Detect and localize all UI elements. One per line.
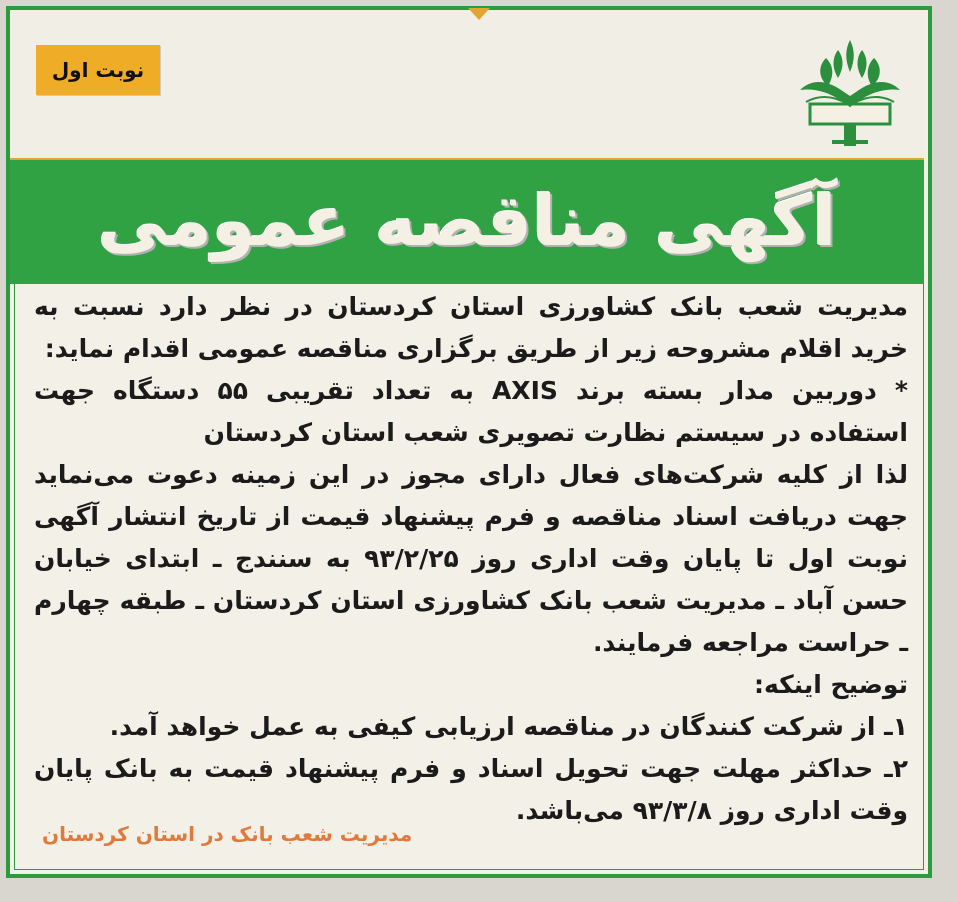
announcement-body (34, 286, 908, 832)
title-banner (10, 158, 924, 284)
bank-logo-icon (790, 32, 910, 152)
body-paragraph: * دوربین مدار بسته برند AXIS به تعداد تقریبی ۵۵ دستگاه جهت استفاده در سیستم نظارت تصویری شعب استان کردستان (34, 376, 908, 447)
body-paragraph: ۱ـ از شرکت کنندگان در مناقصه ارزیابی کیفی به عمل خواهد آمد. (109, 712, 908, 741)
body-paragraph: مدیریت شعب بانک کشاورزی استان کردستان در نظر دارد نسبت به خرید اقلام مشروحه زیر از طریق برگزاری مناقصه عمومی اقدام نماید: (34, 292, 908, 363)
bank-logo (790, 32, 910, 152)
publication-badge: نوبت اول (36, 45, 160, 95)
body-paragraph: لذا از کلیه شرکت‌های فعال دارای مجوز در این زمینه دعوت می‌نماید جهت دریافت اسناد مناقصه و فرم پیشنهاد قیمت از تاریخ انتشار آگهی نوبت اول تا پایان وقت اداری روز ۹۳/۲/۲۵ به سنندج ـ ابتدای خیابان حسن آباد ـ مدیریت شعب بانک کشاورزی استان کردستان ـ طبقه چهارم ـ حراست مراجعه فرمایند. (34, 460, 908, 657)
body-paragraph: ۲ـ حداکثر مهلت جهت تحویل اسناد و فرم پیشنهاد قیمت به بانک پایان وقت اداری روز ۹۳/۳/۸ می‌باشد. (34, 754, 908, 825)
signature-line: مدیریت شعب بانک در استان کردستان (42, 822, 413, 846)
top-notch (468, 8, 490, 20)
body-paragraph: توضیح اینکه: (753, 670, 908, 699)
announcement-title: آگهی مناقصه عمومی (97, 180, 837, 262)
